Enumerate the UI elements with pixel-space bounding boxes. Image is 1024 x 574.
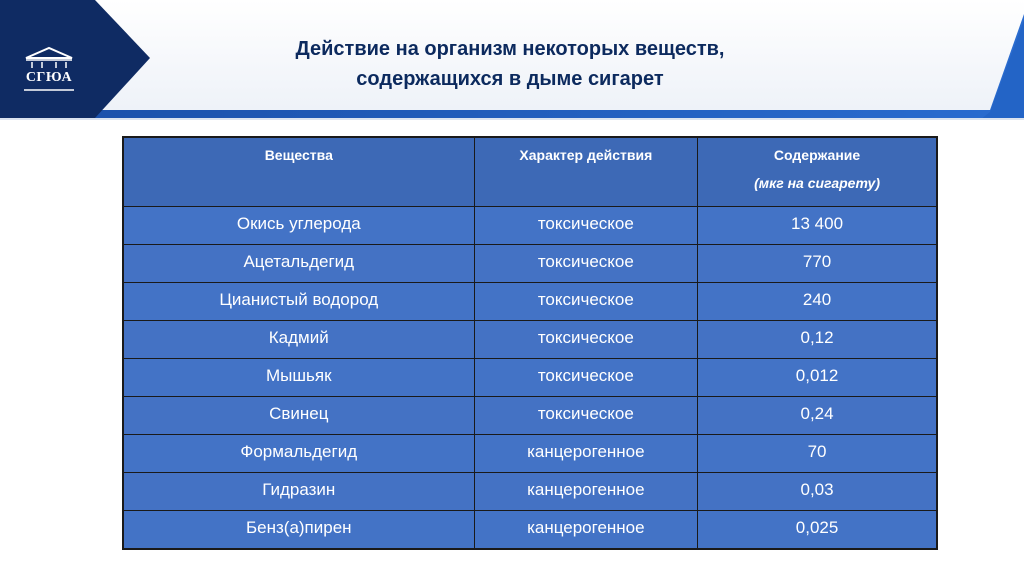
cell-action: токсическое — [474, 321, 698, 359]
table-row — [123, 207, 937, 245]
cell-action: токсическое — [474, 359, 698, 397]
cell-substance: Гидразин — [123, 473, 474, 511]
cell-content: 0,12 — [698, 321, 937, 359]
table-row — [123, 321, 937, 359]
table-row — [123, 359, 937, 397]
cell-substance: Цианистый водород — [123, 283, 474, 321]
cell-substance: Мышьяк — [123, 359, 474, 397]
header-banner — [0, 0, 1024, 120]
cell-substance: Формальдегид — [123, 435, 474, 473]
cell-content: 0,24 — [698, 397, 937, 435]
column-header-substance: Вещества — [123, 137, 474, 207]
cell-content: 0,025 — [698, 511, 937, 550]
cell-substance: Окись углерода — [123, 207, 474, 245]
cell-action: токсическое — [474, 207, 698, 245]
page-title-line-1: Действие на организм некоторых веществ, — [295, 38, 725, 60]
table-row — [123, 435, 937, 473]
cell-substance: Ацетальдегид — [123, 245, 474, 283]
cell-content: 240 — [698, 283, 937, 321]
cell-action: канцерогенное — [474, 511, 698, 550]
cell-action: токсическое — [474, 283, 698, 321]
cell-action: токсическое — [474, 245, 698, 283]
column-header-action: Характер действия — [474, 137, 698, 207]
cell-content: 13 400 — [698, 207, 937, 245]
table-row — [123, 397, 937, 435]
cell-action: токсическое — [474, 397, 698, 435]
column-header-content: Содержание (мкг на сигарету) — [698, 137, 937, 207]
cell-action: канцерогенное — [474, 435, 698, 473]
cell-content: 0,03 — [698, 473, 937, 511]
table-row — [123, 283, 937, 321]
cell-content: 70 — [698, 435, 937, 473]
cell-content: 0,012 — [698, 359, 937, 397]
logo-label: СГЮА — [25, 70, 73, 85]
institution-emblem-icon — [16, 44, 82, 94]
table-row — [123, 245, 937, 283]
table-row — [123, 511, 937, 550]
page-title — [150, 34, 870, 94]
cell-action: канцерогенное — [474, 473, 698, 511]
column-header-content-unit: (мкг на сигарету) — [754, 175, 880, 191]
page-title-line-2: содержащихся в дыме сигарет — [356, 68, 664, 90]
substances-table — [122, 136, 938, 550]
table-row — [123, 473, 937, 511]
table-header-row — [123, 137, 937, 207]
cell-content: 770 — [698, 245, 937, 283]
cell-substance: Бенз(а)пирен — [123, 511, 474, 550]
cell-substance: Кадмий — [123, 321, 474, 359]
cell-substance: Свинец — [123, 397, 474, 435]
